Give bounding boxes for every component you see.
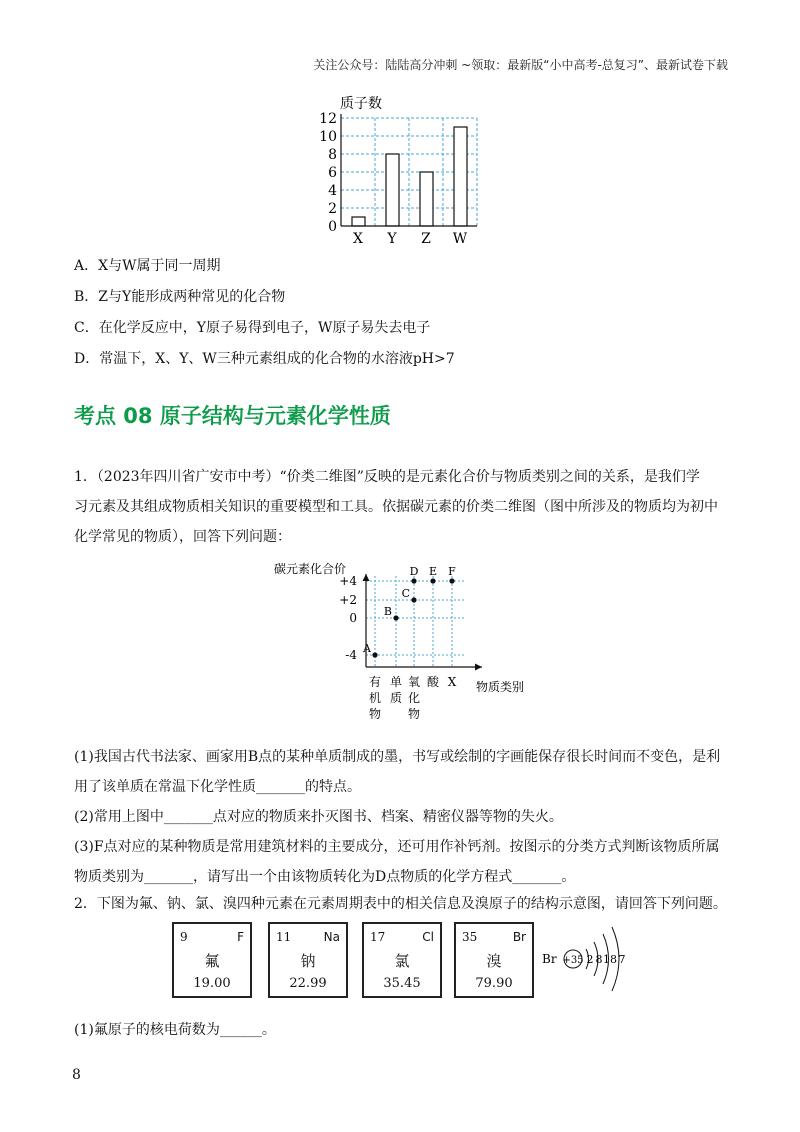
chart1-ytick-label: 0 <box>328 219 337 235</box>
atomic-number: 17 <box>370 930 386 944</box>
element-card-na <box>268 922 348 998</box>
element-card-cl <box>362 922 442 998</box>
chart2-point-label: D <box>409 565 419 578</box>
chart2-category-label: 化 <box>407 691 421 705</box>
chart2-point <box>372 652 377 657</box>
header-note: 关注公众号：陆陆高分冲刺 ~领取：最新版“小中高考-总复习”、最新试卷下载 <box>313 58 728 72</box>
option-a: A．X与W属于同一周期 <box>74 258 221 274</box>
element-name: 钠 <box>300 952 316 970</box>
chart1-xtick-label: Y <box>387 231 397 244</box>
q1-sub-line: (2)常用上图中_______点对应的物质来扑灭图书、档案、精密仪器等物的失火。 <box>74 809 563 825</box>
chart2-points <box>362 565 456 658</box>
element-symbol: Br <box>512 930 526 944</box>
chart2-grid <box>366 576 466 667</box>
section-title: 考点 08 原子结构与元素化学性质 <box>74 404 391 428</box>
element-name: 氯 <box>394 952 410 970</box>
chart2-ticks <box>339 574 456 721</box>
q2-sub1: (1)氟原子的核电荷数为______。 <box>74 1022 276 1038</box>
chart1-ytick-label: 12 <box>319 111 337 127</box>
q1-intro-line: 化学常见的物质），回答下列问题： <box>74 529 291 545</box>
atomic-mass: 19.00 <box>193 976 231 991</box>
chart2-category-label: 物 <box>407 707 421 721</box>
shell-electrons: 7 <box>618 953 626 966</box>
chart2-point-label: F <box>448 565 456 578</box>
option-d: D．常温下，X、Y、W三种元素组成的化合物的水溶液pH>7 <box>74 351 455 367</box>
chart1-ytick-label: 8 <box>328 147 337 163</box>
chart2-category-label: 机 <box>368 691 382 705</box>
chart1-xtick-label: X <box>353 231 363 244</box>
atomic-mass: 79.90 <box>475 976 513 991</box>
q1-intro-line: 习元素及其组成物质相关知识的重要模型和工具。依据碳元素的价类二维图（图中所涉及的物质均为初中 <box>74 499 718 515</box>
chart2-category-label: 物 <box>368 707 382 721</box>
chart2-point-label: A <box>363 642 371 655</box>
chart2-point-label: E <box>428 565 438 578</box>
q1-sub-line: (1)我国古代书法家、画家用B点的某种单质制成的墨，书写或绘制的字画能保存很长时间而不变色，是利 <box>74 749 721 765</box>
element-symbol: Cl <box>422 930 434 944</box>
chart2-category-label: 单 <box>389 675 403 689</box>
chart1-xtick-label: Z <box>421 231 431 244</box>
element-symbol: F <box>237 930 244 944</box>
chart2-category-label: 酸 <box>426 675 440 689</box>
chart2-point <box>449 578 454 583</box>
chart1-ytick-label: 6 <box>328 165 337 181</box>
atom-symbol: Br <box>542 952 557 966</box>
atomic-mass: 22.99 <box>289 976 327 991</box>
carbon-valence-chart <box>270 560 540 726</box>
chart2-category-label: 氧 <box>407 675 421 689</box>
chart1-bar <box>386 154 399 226</box>
chart2-point-label: B <box>383 605 392 618</box>
chart1-ylabel: 质子数 <box>340 96 382 112</box>
shell-electrons: 8 <box>595 953 603 966</box>
chart1-ytick-label: 4 <box>328 183 337 199</box>
atomic-number: 11 <box>276 930 292 944</box>
proton-bar-chart <box>300 92 500 244</box>
q1-intro-line: 1．（2023年四川省广安市中考）“价类二维图”反映的是元素化合价与物质类别之间的关系，是我们学 <box>74 469 700 485</box>
chart1-ytick-label: 10 <box>319 129 337 145</box>
bromine-atom-diagram <box>540 918 640 998</box>
shell-electrons: 2 <box>586 953 594 966</box>
chart2-ylabel: 碳元素化合价 <box>274 562 347 576</box>
chart2-point <box>411 578 416 583</box>
shell-electrons: 18 <box>603 953 617 966</box>
chart1-bar <box>454 127 467 226</box>
q1-sub-line: 物质类别为_______，请写出一个由该物质转化为D点物质的化学方程式_______。 <box>74 869 576 885</box>
q1-intro <box>74 462 730 552</box>
chart2-category-label: 质 <box>389 691 403 705</box>
element-name: 溴 <box>486 952 502 970</box>
q1-sub-line: 用了该单质在常温下化学性质_______的特点。 <box>74 779 361 795</box>
chart1-ytick-label: 2 <box>328 201 337 217</box>
option-b: B．Z与Y能形成两种常见的化合物 <box>74 289 286 305</box>
chart2-point-label: C <box>401 587 410 600</box>
chart2-ytick-label: +4 <box>339 574 357 588</box>
atomic-number: 35 <box>462 930 478 944</box>
chart2-ytick-label: +2 <box>339 593 357 607</box>
chart2-category-label: 有 <box>368 675 382 689</box>
chart2-xlabel: 物质类别 <box>476 680 525 694</box>
atomic-number: 9 <box>180 930 188 944</box>
element-name: 氟 <box>204 952 220 970</box>
element-symbol: Na <box>323 930 340 944</box>
q2-intro: 2．下图为氟、钠、氯、溴四种元素在元素周期表中的相关信息及溴原子的结构示意图，请回答下列问题。 <box>74 896 727 912</box>
chart1-bars <box>352 127 467 226</box>
chart2-category-label: X <box>447 675 457 689</box>
q1-subquestions <box>74 742 730 892</box>
chart1-xtick-label: W <box>452 231 468 244</box>
chart2-point <box>430 578 435 583</box>
chart1-bar <box>420 172 433 226</box>
q1-sub-line: (3)F点对应的某种物质是常用建筑材料的主要成分，还可用作补钙剂。按图示的分类方式判断该物质所属 <box>74 839 720 855</box>
chart2-point <box>411 597 416 602</box>
nucleus-charge: +35 <box>562 955 584 966</box>
page-number: 8 <box>72 1067 81 1083</box>
element-card-br <box>454 922 534 998</box>
option-c: C．在化学反应中，Y原子易得到电子，W原子易失去电子 <box>74 320 431 336</box>
element-card-f <box>172 922 252 998</box>
chart2-ytick-label: 0 <box>349 611 357 625</box>
chart2-point <box>393 615 398 620</box>
chart1-bar <box>352 217 365 226</box>
chart2-ytick-label: -4 <box>345 648 357 662</box>
atomic-mass: 35.45 <box>383 976 421 991</box>
